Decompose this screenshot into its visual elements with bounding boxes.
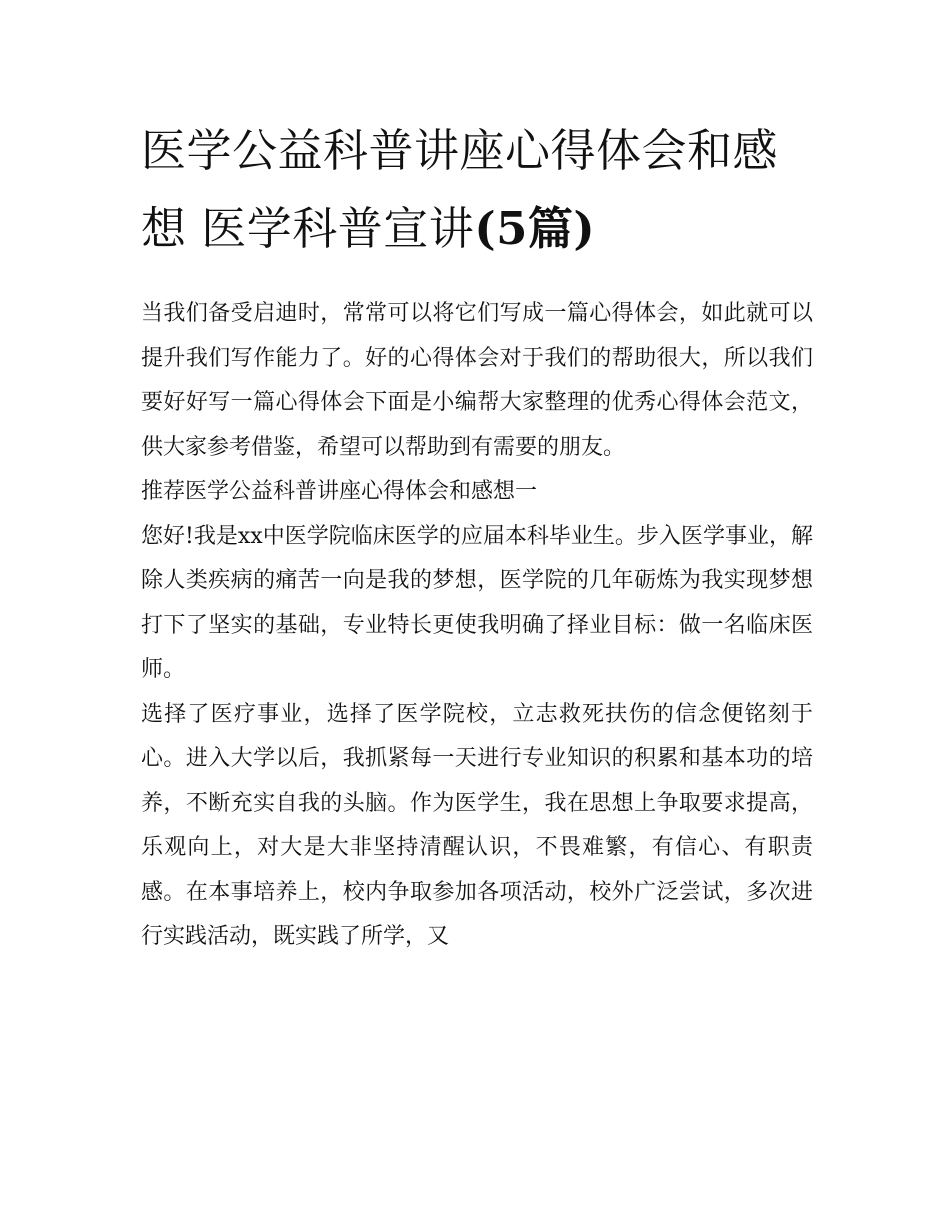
body-paragraph: 选择了医疗事业，选择了医学院校，立志救死扶伤的信念便铭刻于心。进入大学以后，我抓紧每一天进行专业知识的积累和基本功的培养，不断充实自我的头脑。作为医学生，我在思想上争取要求提高，乐观向上，对大是大非坚持清醒认识，不畏难繁，有信心、有职责感。在本事培养上，校内争取参加各项活动，校外广泛尝试，多次进行实践活动，既实践了所学，又 [141,701,813,949]
intro-paragraph: 当我们备受启迪时，常常可以将它们写成一篇心得体会，如此就可以提升我们写作能力了。好的心得体会对于我们的帮助很大，所以我们要好好写一篇心得体会下面是小编帮大家整理的优秀心得体会范文，供大家参考借鉴，希望可以帮助到有需要的朋友。 [141,301,813,460]
section-heading: 推荐医学公益科普讲座心得体会和感想一 [141,479,538,504]
document-title-main: 医学公益科普讲座心得体会和感想 医学科普宣讲 [141,124,779,255]
document-title-count: (5篇) [474,202,596,255]
document-title [141,112,813,268]
document-body [141,112,813,960]
body-paragraph: 您好!我是xx中医学院临床医学的应届本科毕业生。步入医学事业，解除人类疾病的痛苦一向是我的梦想，医学院的几年砺炼为我实现梦想打下了坚实的基础，专业特长更使我明确了择业目标：做一名临床医师。 [141,523,813,682]
